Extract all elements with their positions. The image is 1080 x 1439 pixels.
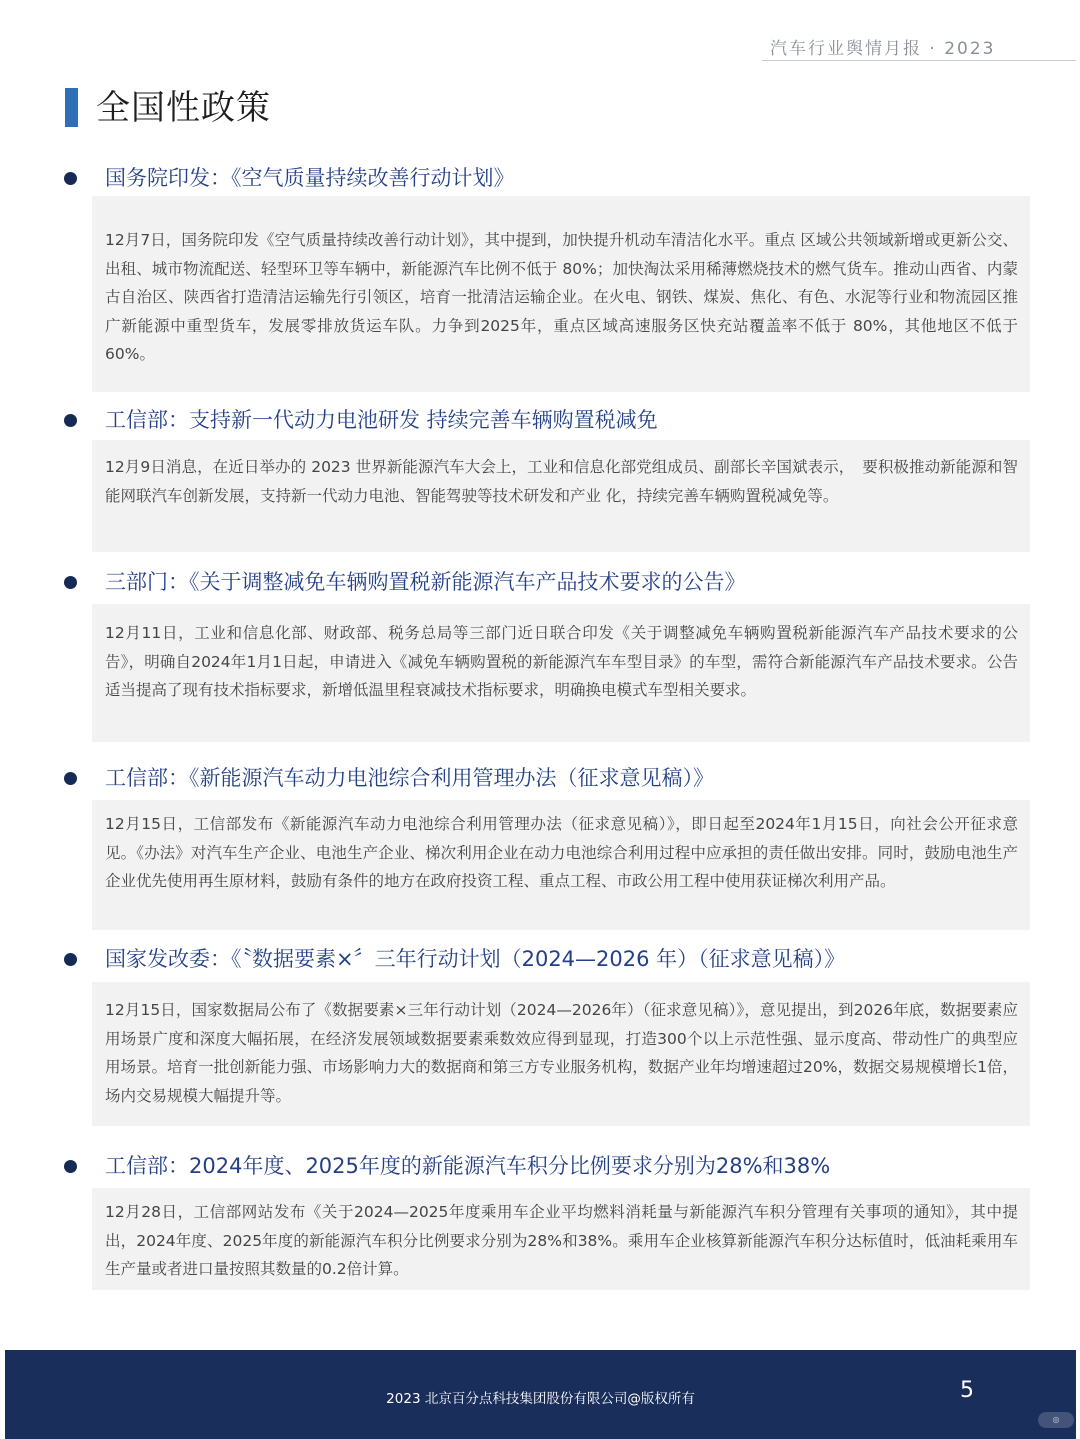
policy-item-body xyxy=(92,604,1030,742)
policy-item-body xyxy=(92,982,1030,1126)
policy-item-title: 国务院印发：《空气质量持续改善行动计划》 xyxy=(105,166,515,190)
footer-copyright: 2023 北京百分点科技集团股份有限公司@版权所有 xyxy=(386,1391,695,1407)
section-title: 全国性政策 xyxy=(96,88,271,128)
policy-item-text: 12月9日消息，在近日举办的 2023 世界新能源汽车大会上，工业和信息化部党组成员、副部长辛国斌表示， 要积极推动新能源和智能网联汽车创新发展，支持新一代动力电池、智能驾驶等技术研发和产业 化，持续完善车辆购置税减免等。 xyxy=(105,458,1018,505)
footer-bar xyxy=(5,1350,1076,1439)
bullet-icon xyxy=(64,1160,77,1173)
policy-item-text: 12月11日，工业和信息化部、财政部、税务总局等三部门近日联合印发《关于调整减免车辆购置税新能源汽车产品技术要求的公告》，明确自2024年1月1日起，申请进入《减免车辆购置税的新能源汽车车型目录》的车型，需符合新能源汽车产品技术要求。公告适当提高了现有技术指标要求，新增低温里程衰减技术指标要求，明确换电模式车型相关要求。 xyxy=(105,624,1018,699)
policy-item-heading xyxy=(64,943,1030,975)
watermark-logo: ◎ xyxy=(1038,1412,1074,1428)
policy-item-text: 12月15日，国家数据局公布了《数据要素×三年行动计划（2024—2026年）（征求意见稿）》，意见提出，到2026年底，数据要素应用场景广度和深度大幅拓展，在经济发展领域数据要素乘数效应得到显现，打造300个以上示范性强、显示度高、带动性广的典型应用场景。培育一批创新能力强、市场影响力大的数据商和第三方专业服务机构，数据产业年均增速超过20%，数据交易规模增长1倍，场内交易规模大幅提升等。 xyxy=(105,1001,1018,1105)
policy-item-heading xyxy=(64,762,1030,794)
policy-item-heading xyxy=(64,162,1030,194)
header-divider xyxy=(762,60,1076,61)
policy-item-heading xyxy=(64,1150,1030,1182)
policy-item-text: 12月28日，工信部网站发布《关于2024—2025年度乘用车企业平均燃料消耗量与新能源汽车积分管理有关事项的通知》，其中提出，2024年度、2025年度的新能源汽车积分比例要求分别为28%和38%。乘用车企业核算新能源汽车积分达标值时，低油耗乘用车生产量或者进口量按照其数量的0.2倍计算。 xyxy=(105,1203,1018,1278)
policy-item-body xyxy=(92,196,1030,392)
header-title: 汽车行业舆情月报 · 2023 xyxy=(770,39,996,59)
policy-item-heading xyxy=(64,566,1030,598)
bullet-icon xyxy=(64,772,77,785)
policy-item-text: 12月15日，工信部发布《新能源汽车动力电池综合利用管理办法（征求意见稿）》，即日起至2024年1月15日，向社会公开征求意见。《办法》对汽车生产企业、电池生产企业、梯次利用企业在动力电池综合利用过程中应承担的责任做出安排。同时，鼓励电池生产企业优先使用再生原材料，鼓励有条件的地方在政府投资工程、重点工程、市政公用工程中使用获证梯次利用产品。 xyxy=(105,815,1018,890)
policy-item-text: 12月7日，国务院印发《空气质量持续改善行动计划》，其中提到，加快提升机动车清洁化水平。重点 区域公共领域新增或更新公交、出租、城市物流配送、轻型环卫等车辆中，新能源汽车比例不低于 80%；加快淘汰采用稀薄燃烧技术的燃气货车。推动山西省、内蒙古自治区、陕西省打造清洁运输先行引领区，培育一批清洁运输企业。在火电、钢铁、煤炭、焦化、有色、水泥等行业和物流园区推广新能源中重型货车，发展零排放货运车队。力争到2025年，重点区域高速服务区快充站覆盖率不低于 80%，其他地区不低于60%。 xyxy=(105,231,1018,363)
bullet-icon xyxy=(64,576,77,589)
bullet-icon xyxy=(64,172,77,185)
policy-item-title: 工信部：2024年度、2025年度的新能源汽车积分比例要求分别为28%和38% xyxy=(105,1154,831,1178)
policy-item-heading xyxy=(64,404,1030,436)
bullet-icon xyxy=(64,414,77,427)
section-accent-bar xyxy=(65,88,78,127)
policy-item-title: 工信部：支持新一代动力电池研发 持续完善车辆购置税减免 xyxy=(105,408,658,432)
policy-item-title: 国家发改委：《〝数据要素×〞三年行动计划（2024—2026 年）（征求意见稿）》 xyxy=(105,947,846,971)
policy-item-title: 工信部：《新能源汽车动力电池综合利用管理办法（征求意见稿）》 xyxy=(105,766,714,790)
policy-item-body xyxy=(92,1188,1030,1290)
page-number: 5 xyxy=(960,1378,974,1403)
policy-item-body xyxy=(92,440,1030,552)
policy-item-body xyxy=(92,800,1030,930)
bullet-icon xyxy=(64,953,77,966)
policy-item-title: 三部门：《关于调整减免车辆购置税新能源汽车产品技术要求的公告》 xyxy=(105,570,746,594)
